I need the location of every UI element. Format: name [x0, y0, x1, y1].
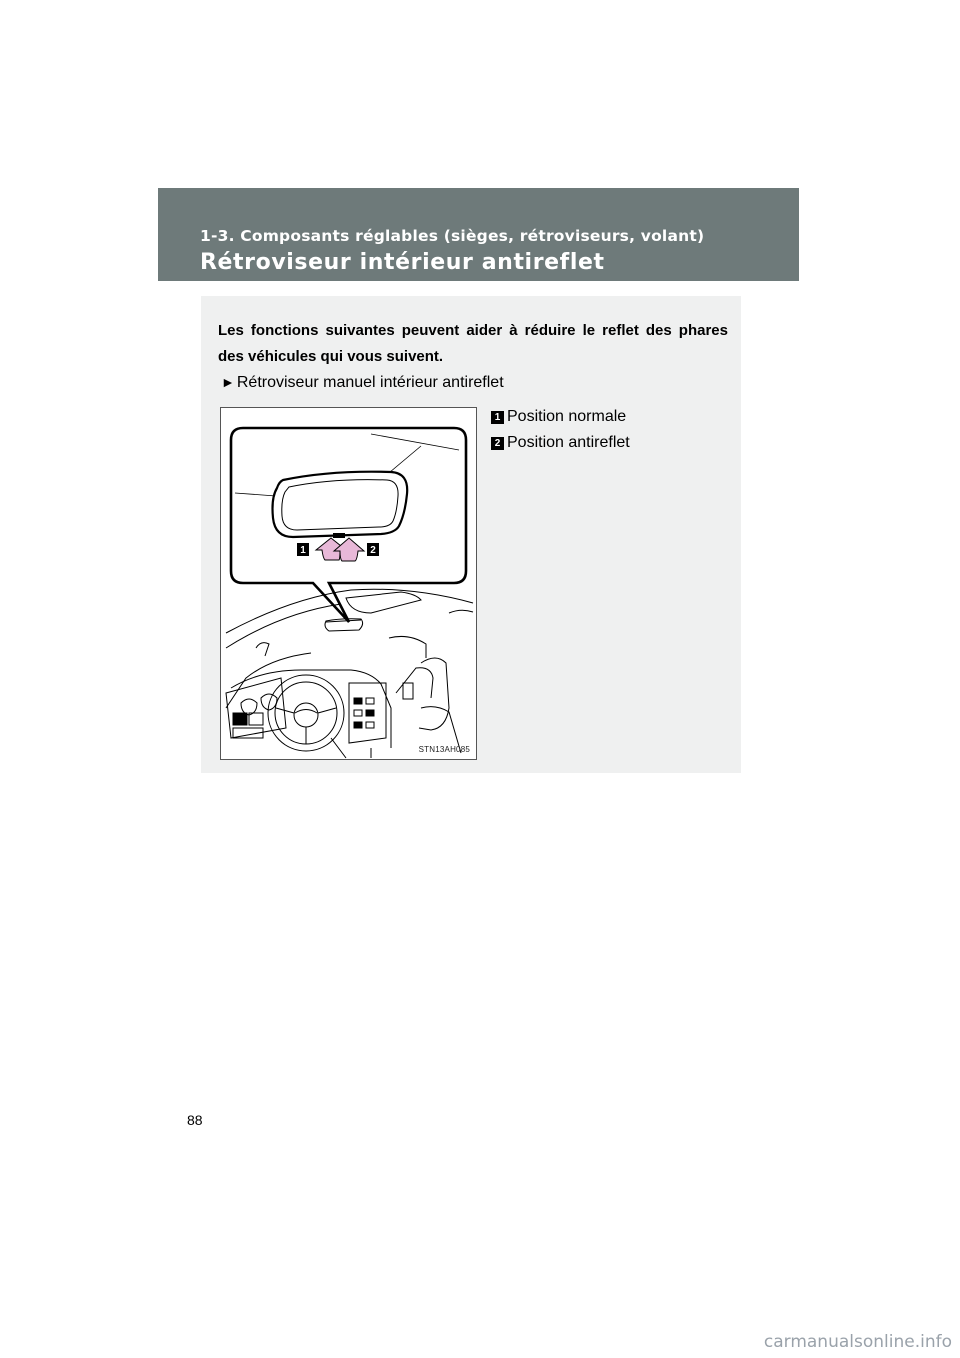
watermark: carmanualsonline.info: [763, 1332, 952, 1352]
bullet-text: Rétroviseur manuel intérieur antireflet: [236, 374, 504, 391]
callout-2-label: 2: [370, 545, 376, 556]
triangle-bullet-icon: ►: [221, 374, 235, 390]
legend-item-2: [491, 430, 630, 456]
rear-view-mirror: [273, 472, 408, 537]
section-heading: 1-3. Composants réglables (sièges, rétroviseurs, volant): [200, 227, 705, 245]
legend-number-badge: 1: [491, 411, 504, 424]
cabin-interior: [226, 589, 473, 758]
legend: [491, 404, 630, 456]
mirror-illustration: [220, 407, 477, 760]
legend-label: Position normale: [507, 408, 627, 425]
legend-number-badge: 2: [491, 437, 504, 450]
content-box: [201, 296, 741, 773]
bullet-heading: [221, 374, 504, 392]
callout-1-label: 1: [300, 545, 306, 556]
figure-code: STN13AH085: [418, 745, 470, 754]
mirror-illustration-drawing: [221, 408, 476, 759]
page-title: Rétroviseur intérieur antireflet: [200, 250, 605, 275]
legend-label: Position antireflet: [507, 434, 630, 451]
chapter-header-band: [158, 188, 799, 281]
legend-item-1: [491, 404, 630, 430]
intro-paragraph: Les fonctions suivantes peuvent aider à réduire le reflet des phares des véhicules qui vous suivent.: [218, 322, 728, 365]
page-number: 88: [187, 1112, 203, 1128]
